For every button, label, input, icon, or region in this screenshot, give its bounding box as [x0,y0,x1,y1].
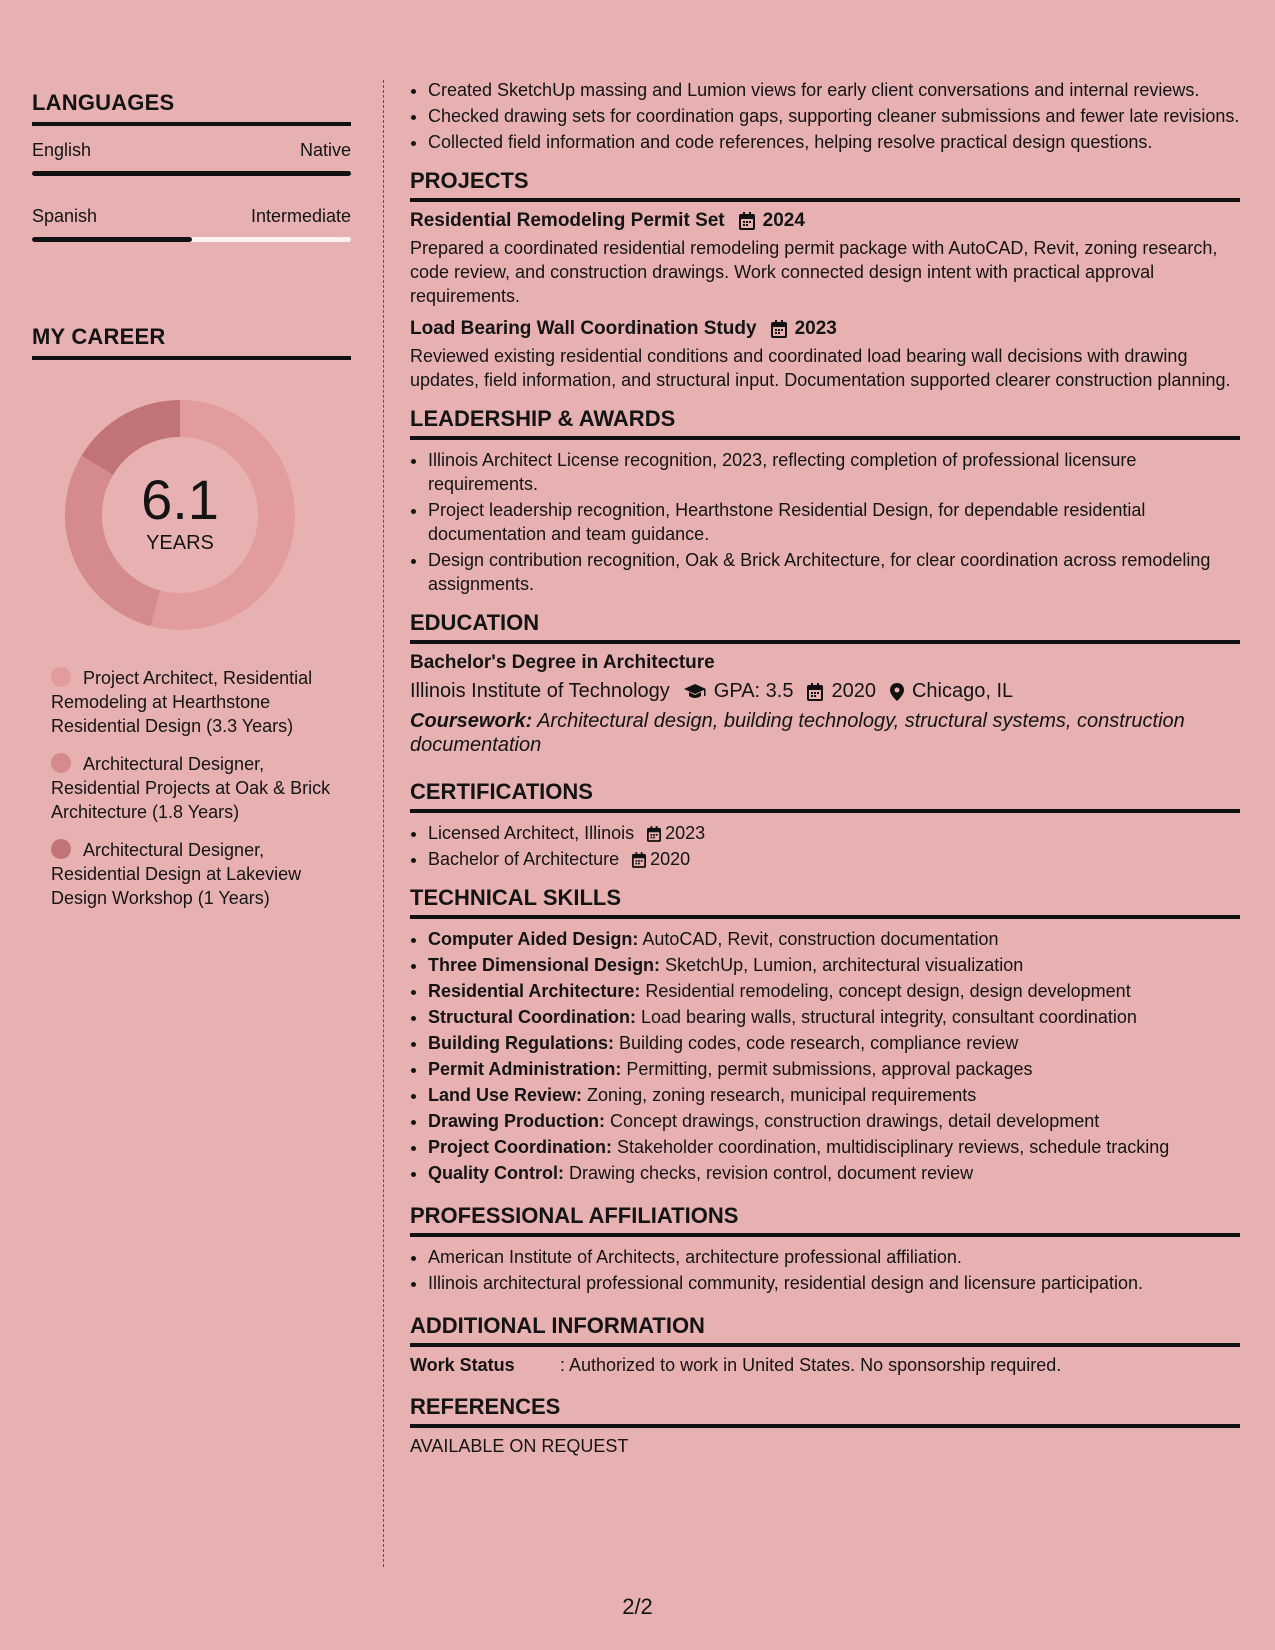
certification-year: 2023 [665,823,706,843]
list-item [428,1161,1240,1185]
list-item [428,1005,1240,1029]
skill-value: Residential remodeling, concept design, design development [640,981,1131,1001]
project-heading [410,318,1240,340]
skill-value: AutoCAD, Revit, construction documentation [638,929,999,949]
references-text: AVAILABLE ON REQUEST [410,1436,629,1456]
work-status-value: : Authorized to work in United States. No sponsorship required. [560,1355,1062,1375]
language-bar [32,237,351,242]
project-description: Prepared a coordinated residential remodeling permit package with AutoCAD, Revit, zoning research, code review, and construction drawings. Work connected design intent with practical approval requirements. [410,238,1218,306]
additional-section [410,1313,1240,1376]
skill-label: Three Dimensional Design: [428,955,661,975]
projects-section [410,168,1240,392]
language-level: Native [299,140,351,160]
calendar-icon [647,826,661,842]
skills-title: TECHNICAL SKILLS [410,885,1240,919]
skill-label: Building Regulations: [428,1033,614,1053]
career-total-years: 6.1 [141,468,219,531]
legend-item [51,666,341,738]
references-title: REFERENCES [410,1394,1240,1428]
right-column [410,78,1240,1457]
leadership-section [410,406,1240,596]
list-item: • Illinois architectural professional community, residential design and licensure participation. [428,1271,1240,1295]
list-item [428,953,1240,977]
affiliations-section [410,1203,1240,1295]
legend-text: Project Architect, Residential Remodeling at Hearthstone Residential Design (3.3 Years) [51,668,313,736]
list-item: • American Institute of Architects, architecture professional affiliation. [428,1245,1240,1269]
coursework-label: Coursework: [410,710,533,732]
page-number: 2/2 [622,1594,653,1619]
list-item: • Illinois Architect License recognition, 2023, reflecting completion of professional licensure requirements. [428,448,1240,496]
project-year: 2023 [794,318,837,339]
list-item: • Created SketchUp massing and Lumion views for early client conversations and internal reviews. [428,78,1240,102]
skill-label: Land Use Review: [428,1085,583,1105]
language-level: Intermediate [250,206,351,226]
references-section [410,1394,1240,1457]
skill-value: Drawing checks, revision control, document review [564,1163,974,1183]
list-item [428,821,1240,845]
project-description: Reviewed existing residential conditions and coordinated load bearing wall decisions with drawing updates, field information, and structural input. Documentation supported clearer construction planning. [410,346,1231,390]
list-item [428,1057,1240,1081]
list-item [428,1135,1240,1159]
skill-label: Quality Control: [428,1163,564,1183]
career-donut-chart [65,400,295,630]
language-bar [32,171,351,176]
skill-label: Drawing Production: [428,1111,605,1131]
left-column [32,90,351,924]
language-name: Spanish [32,206,98,226]
skill-value: Load bearing walls, structural integrity, consultant coordination [636,1007,1137,1027]
legend-text: Architectural Designer, Residential Design at Lakeview Design Workshop (1 Years) [51,840,302,908]
education-details [410,680,1240,703]
education-location: Chicago, IL [911,680,1014,702]
skills-section [410,885,1240,1185]
leadership-title: LEADERSHIP & AWARDS [410,406,1240,440]
skill-value: SketchUp, Lumion, architectural visualization [660,955,1024,975]
projects-title: PROJECTS [410,168,1240,202]
skills-list [410,927,1240,1185]
list-item [428,1083,1240,1107]
project-year: 2024 [762,210,805,231]
language-bar-fill [32,237,192,242]
list-item [428,927,1240,951]
career-title: MY CAREER [32,324,351,360]
language-bar-fill [32,171,351,176]
calendar-icon [739,212,755,230]
language-spanish [32,206,351,242]
list-item: • Design contribution recognition, Oak & Brick Architecture, for clear coordination across remodeling assignments. [428,548,1240,596]
language-english [32,140,351,176]
certification-name: Licensed Architect, Illinois [428,823,635,843]
education-title: EDUCATION [410,610,1240,644]
list-item [428,979,1240,1003]
additional-title: ADDITIONAL INFORMATION [410,1313,1240,1347]
certifications-title: CERTIFICATIONS [410,779,1240,813]
skill-label: Computer Aided Design: [428,929,639,949]
skill-value: Zoning, zoning research, municipal requirements [582,1085,977,1105]
languages-title: LANGUAGES [32,90,351,126]
legend-dot [51,667,71,687]
certifications-section [410,779,1240,871]
skill-label: Structural Coordination: [428,1007,636,1027]
certification-year: 2020 [650,849,691,869]
list-item [428,847,1240,871]
coursework-text: Architectural design, building technology, structural systems, construction documentation [410,710,1185,756]
work-status-label: Work Status [410,1355,515,1375]
project-name: Load Bearing Wall Coordination Study [410,318,757,339]
legend-dot [51,753,71,773]
skill-value: Building codes, code research, compliance review [614,1033,1019,1053]
calendar-icon [807,683,823,701]
language-name: English [32,140,92,160]
list-item: • Checked drawing sets for coordination gaps, supporting cleaner submissions and fewer late revisions. [428,104,1240,128]
donut-center [65,400,295,630]
skill-label: Permit Administration: [428,1059,622,1079]
skill-value: Concept drawings, construction drawings, detail development [605,1111,1100,1131]
leadership-list [410,448,1240,596]
skill-label: Project Coordination: [428,1137,612,1157]
legend-item [51,838,341,910]
education-school: Illinois Institute of Technology [410,680,670,702]
project-heading [410,210,1240,232]
list-item: • Project leadership recognition, Hearthstone Residential Design, for dependable residential documentation and team guidance. [428,498,1240,546]
education-gpa: GPA: 3.5 [713,680,794,702]
location-pin-icon [890,683,904,701]
list-item [428,1109,1240,1133]
career-legend [51,666,341,910]
education-section [410,610,1240,757]
list-item: • Collected field information and code references, helping resolve practical design questions. [428,130,1240,154]
legend-dot [51,839,71,859]
calendar-icon [771,320,787,338]
skill-value: Permitting, permit submissions, approval packages [621,1059,1033,1079]
calendar-icon [632,852,646,868]
career-unit: YEARS [146,532,214,554]
certification-name: Bachelor of Architecture [428,849,620,869]
column-divider [383,80,384,1567]
education-year: 2020 [831,680,876,702]
skill-label: Residential Architecture: [428,981,641,1001]
certifications-list [410,821,1240,871]
legend-item [51,752,341,824]
graduation-cap-icon [684,684,706,700]
work-status [410,1355,1240,1376]
education-degree: Bachelor's Degree in Architecture [410,652,715,673]
list-item [428,1031,1240,1055]
legend-text: Architectural Designer, Residential Projects at Oak & Brick Architecture (1.8 Years) [51,754,331,822]
affiliations-list [410,1245,1240,1295]
skill-value: Stakeholder coordination, multidisciplinary reviews, schedule tracking [612,1137,1170,1157]
experience-bullets [410,78,1240,154]
project-name: Residential Remodeling Permit Set [410,210,725,231]
education-coursework [410,709,1240,757]
affiliations-title: PROFESSIONAL AFFILIATIONS [410,1203,1240,1237]
